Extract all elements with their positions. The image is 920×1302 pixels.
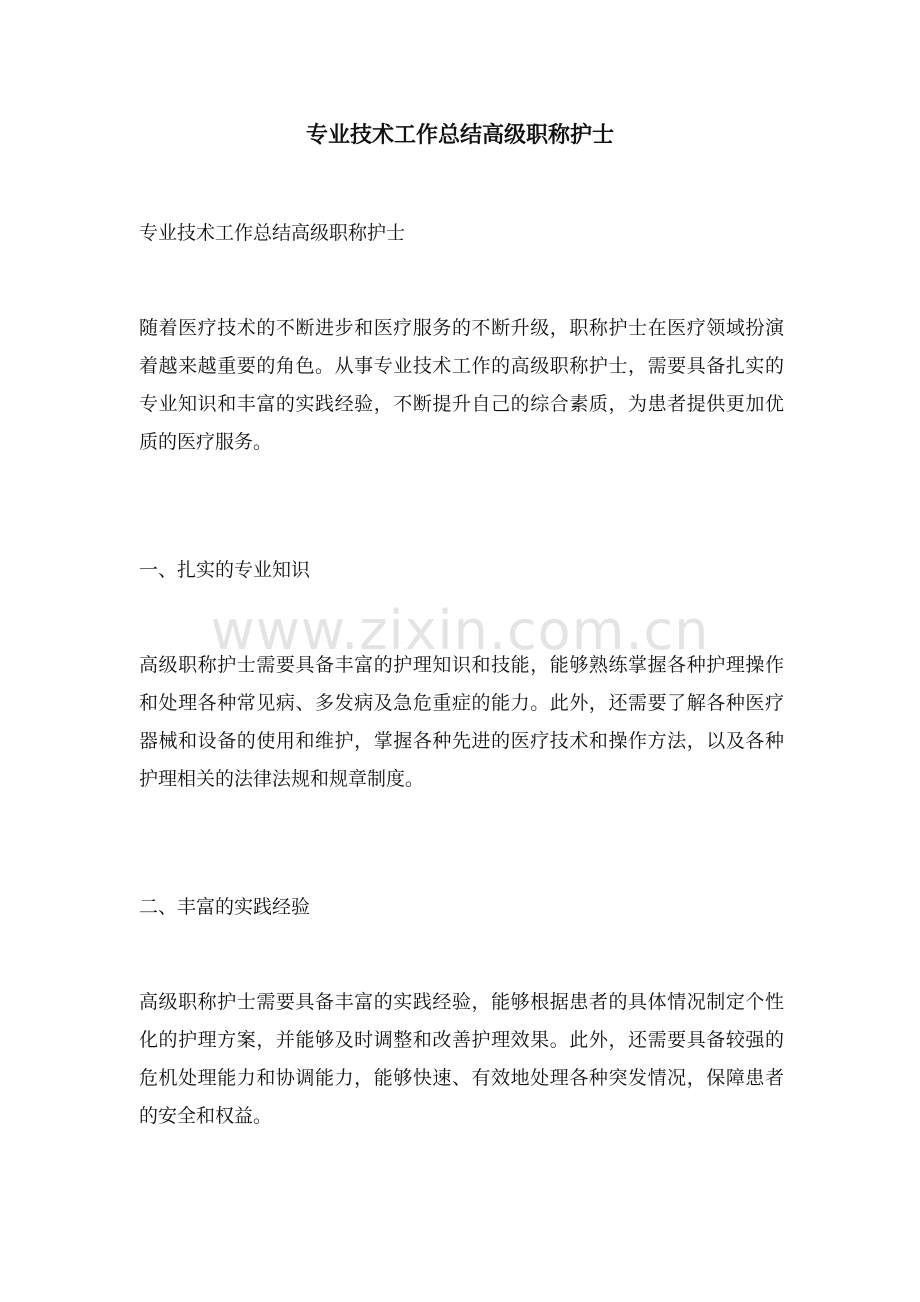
section-heading-1: 一、扎实的专业知识 <box>139 559 311 581</box>
section-heading-2: 二、丰富的实践经验 <box>139 896 311 918</box>
watermark: www.zixin.com.cn <box>210 599 710 662</box>
document-title: 专业技术工作总结高级职称护士 <box>305 123 614 148</box>
section-body-2: 高级职称护士需要具备丰富的实践经验，能够根据患者的具体情况制定个性化的护理方案，并能够及时调整和改善护理效果。此外，还需要具备较强的危机处理能力和协调能力，能够快速、有效地处理各种突发情况，保障患者的安全和权益。 <box>139 991 784 1127</box>
intro-paragraph: 随着医疗技术的不断进步和医疗服务的不断升级，职称护士在医疗领域扮演着越来越重要的角色。从事专业技术工作的高级职称护士，需要具备扎实的专业知识和丰富的实践经验，不断提升自己的综合素质，为患者提供更加优质的医疗服务。 <box>139 317 784 453</box>
section-body-1: 高级职称护士需要具备丰富的护理知识和技能，能够熟练掌握各种护理操作和处理各种常见病、多发病及急危重症的能力。此外，还需要了解各种医疗器械和设备的使用和维护，掌握各种先进的医疗技术和操作方法，以及各种护理相关的法律法规和规章制度。 <box>139 654 784 790</box>
document-subtitle: 专业技术工作总结高级职称护士 <box>139 222 406 244</box>
